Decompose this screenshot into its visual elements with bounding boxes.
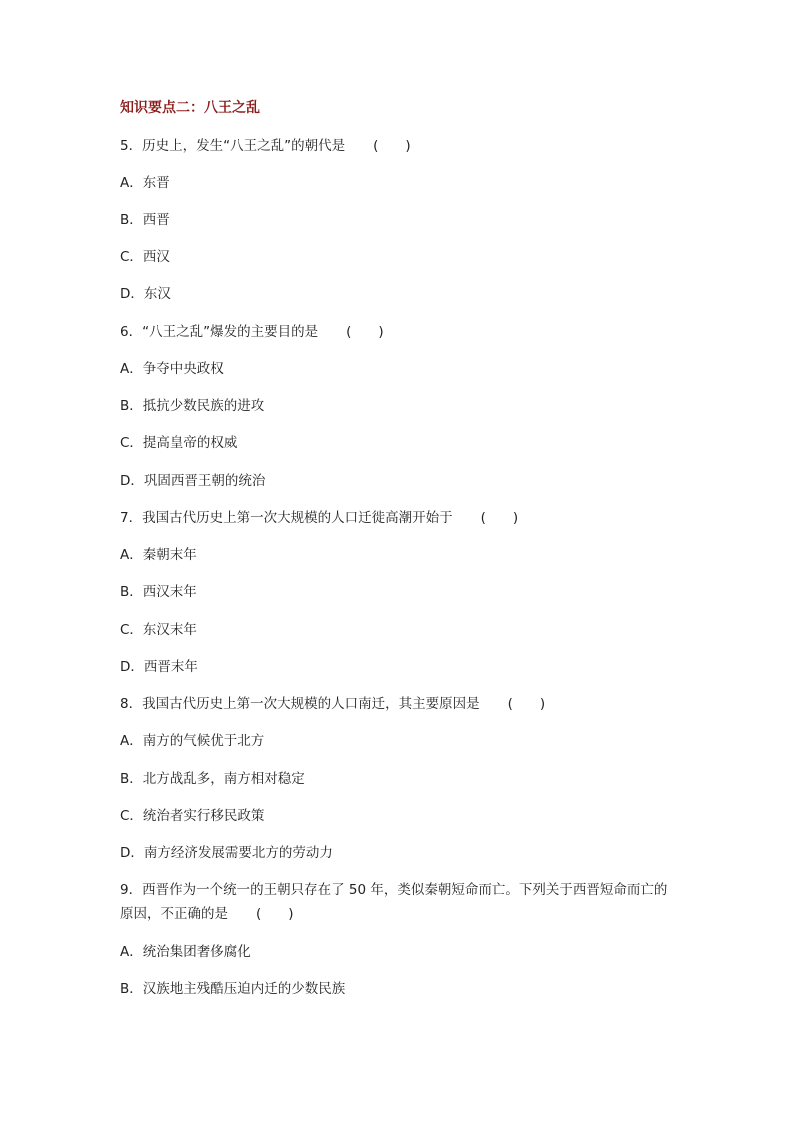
answer-paren: ( ) bbox=[480, 510, 519, 526]
question-8-stem bbox=[120, 694, 545, 714]
question-5-option-c: C．西汉 bbox=[120, 249, 170, 265]
question-stem-text: 5．历史上，发生“八王之乱”的朝代是 bbox=[120, 138, 346, 154]
question-6-option-b: B．抵抗少数民族的进攻 bbox=[120, 398, 265, 414]
answer-paren: ( ) bbox=[256, 906, 294, 922]
question-8-option-a: A．南方的气候优于北方 bbox=[120, 733, 265, 749]
section-title: 知识要点二：八王之乱 bbox=[120, 100, 260, 116]
question-stem-text: 7．我国古代历史上第一次大规模的人口迁徙高潮开始于 bbox=[120, 510, 453, 526]
question-stem-line-2 bbox=[120, 902, 680, 926]
question-7-option-c: C．东汉末年 bbox=[120, 622, 197, 638]
question-7-stem bbox=[120, 508, 518, 528]
question-5-option-d: D．东汉 bbox=[120, 286, 171, 302]
question-6-option-c: C．提高皇帝的权威 bbox=[120, 435, 238, 451]
question-9-stem bbox=[120, 878, 680, 926]
question-7-option-b: B．西汉末年 bbox=[120, 584, 197, 600]
question-6-option-d: D．巩固西晋王朝的统治 bbox=[120, 473, 266, 489]
question-stem-text: 8．我国古代历史上第一次大规模的人口南迁，其主要原因是 bbox=[120, 696, 480, 712]
question-stem-text: 6．“八王之乱”爆发的主要目的是 bbox=[120, 324, 319, 340]
answer-paren: ( ) bbox=[346, 324, 384, 340]
question-9-option-b: B．汉族地主残酷压迫内迁的少数民族 bbox=[120, 981, 346, 997]
question-stem-text: 原因，不正确的是 bbox=[120, 906, 228, 922]
question-8-option-b: B．北方战乱多，南方相对稳定 bbox=[120, 771, 305, 787]
question-9-option-a: A．统治集团奢侈腐化 bbox=[120, 944, 251, 960]
question-8-option-c: C．统治者实行移民政策 bbox=[120, 808, 265, 824]
question-7-option-d: D．西晋末年 bbox=[120, 659, 198, 675]
question-5-stem bbox=[120, 136, 411, 156]
question-5-option-a: A．东晋 bbox=[120, 175, 170, 191]
question-7-option-a: A．秦朝末年 bbox=[120, 547, 197, 563]
question-5-option-b: B．西晋 bbox=[120, 212, 170, 228]
answer-paren: ( ) bbox=[373, 138, 411, 154]
question-stem-line-1: 9．西晋作为一个统一的王朝只存在了 50 年，类似秦朝短命而亡。下列关于西晋短命而亡的 bbox=[120, 882, 668, 898]
question-8-option-d: D．南方经济发展需要北方的劳动力 bbox=[120, 845, 333, 861]
answer-paren: ( ) bbox=[507, 696, 546, 712]
question-6-stem bbox=[120, 322, 384, 342]
question-6-option-a: A．争夺中央政权 bbox=[120, 361, 224, 377]
